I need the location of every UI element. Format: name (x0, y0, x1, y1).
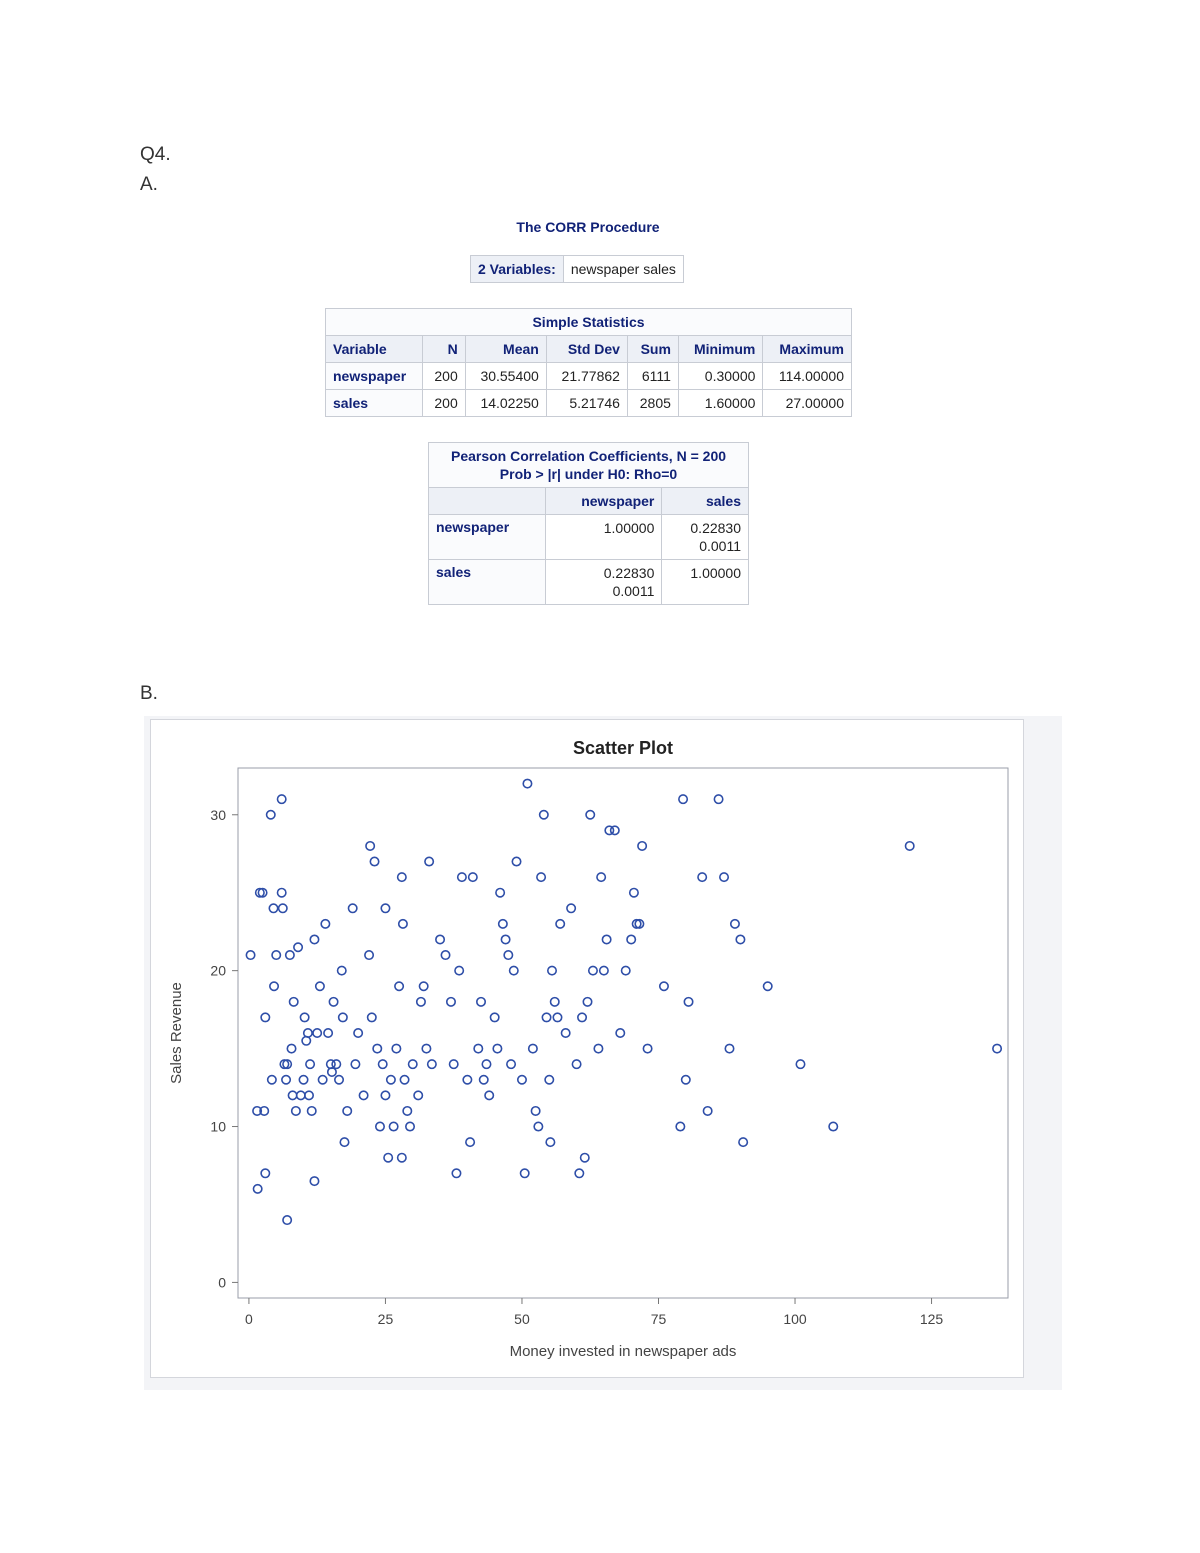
stats-cell: 14.02250 (465, 390, 546, 417)
stats-row-label: newspaper (326, 363, 423, 390)
pearson-cell: 0.22830 0.0011 (546, 560, 662, 605)
x-tick-label: 75 (650, 1311, 667, 1327)
pearson-header-newspaper: newspaper (546, 488, 662, 515)
pearson-cell: 1.00000 (546, 515, 662, 560)
stats-cell: 2805 (627, 390, 678, 417)
variables-value: newspaper sales (563, 256, 683, 283)
pearson-header-sales: sales (662, 488, 749, 515)
y-tick-label: 0 (218, 1274, 226, 1291)
stats-cell: 0.30000 (678, 363, 762, 390)
stats-header-maximum: Maximum (763, 336, 852, 363)
pearson-cell: 0.22830 0.0011 (662, 515, 749, 560)
y-tick-label: 30 (210, 806, 226, 823)
stats-cell: 30.55400 (465, 363, 546, 390)
stats-cell: 1.60000 (678, 390, 762, 417)
stats-header-n: N (423, 336, 465, 363)
x-axis-label: Money invested in newspaper ads (509, 1343, 737, 1360)
stats-header-minimum: Minimum (678, 336, 762, 363)
x-tick-label: 25 (377, 1311, 394, 1327)
stats-header-mean: Mean (465, 336, 546, 363)
x-tick-label: 50 (514, 1311, 530, 1327)
stats-row-label: sales (326, 390, 423, 417)
pearson-caption (429, 443, 749, 488)
part-b-label: B. (140, 683, 158, 704)
pearson-row-label: sales (429, 560, 546, 605)
chart-title: Scatter Plot (572, 738, 674, 758)
simple-statistics-table (325, 308, 852, 417)
variables-label: 2 Variables: (471, 256, 564, 283)
part-a-label: A. (140, 174, 158, 195)
pearson-correlation-table (428, 442, 749, 605)
y-tick-label: 20 (210, 962, 226, 979)
question-number: Q4. (140, 144, 171, 165)
simple-statistics-caption: Simple Statistics (326, 309, 852, 336)
y-tick-label: 10 (210, 1118, 226, 1135)
stats-header-sum: Sum (627, 336, 678, 363)
scatter-chart (150, 719, 1024, 1378)
table-row (326, 390, 852, 417)
pearson-header-blank (429, 488, 546, 515)
table-row (429, 560, 749, 605)
stats-cell: 5.21746 (546, 390, 627, 417)
pearson-caption-line2: Prob > |r| under H0: Rho=0 (499, 466, 678, 482)
stats-header-stddev: Std Dev (546, 336, 627, 363)
x-tick-label: 100 (783, 1311, 807, 1327)
table-row (326, 363, 852, 390)
stats-cell: 27.00000 (763, 390, 852, 417)
stats-cell: 6111 (627, 363, 678, 390)
stats-cell: 21.77862 (546, 363, 627, 390)
pearson-row-label: newspaper (429, 515, 546, 560)
stats-cell: 200 (423, 390, 465, 417)
stats-header-variable: Variable (326, 336, 423, 363)
stats-cell: 200 (423, 363, 465, 390)
pearson-cell: 1.00000 (662, 560, 749, 605)
table-row (429, 515, 749, 560)
scatter-plot-svg (151, 720, 1023, 1377)
stats-cell: 114.00000 (763, 363, 852, 390)
x-tick-label: 0 (245, 1311, 253, 1327)
y-axis-label: Sales Revenue (168, 982, 185, 1084)
variables-table (470, 255, 684, 283)
x-tick-label: 125 (919, 1311, 944, 1327)
corr-procedure-title: The CORR Procedure (516, 219, 660, 235)
pearson-caption-line1: Pearson Correlation Coefficients, N = 200 (450, 448, 727, 464)
